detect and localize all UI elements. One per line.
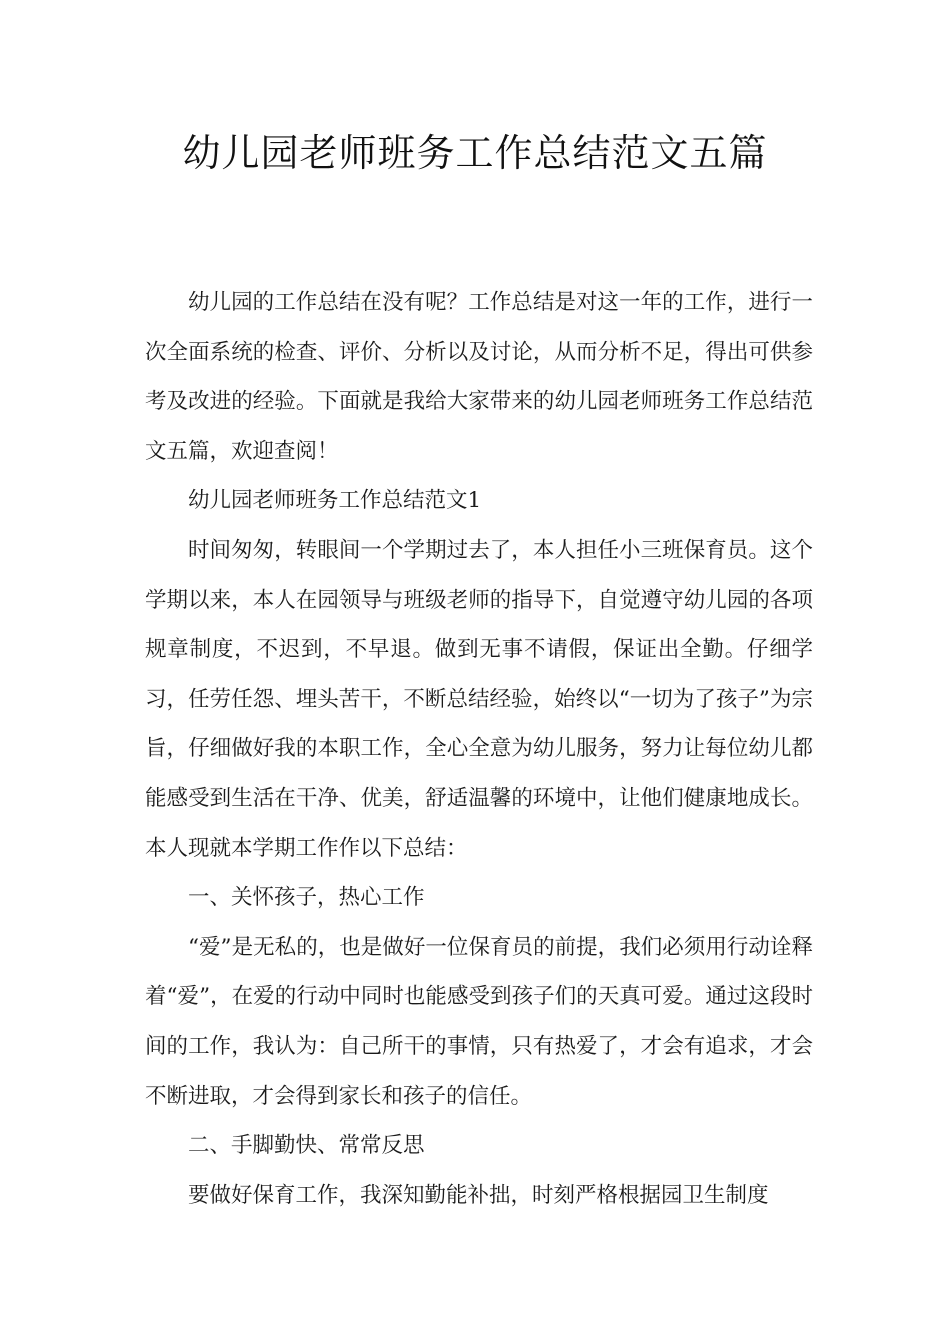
section-heading-sample-1: 幼儿园老师班务工作总结范文1 bbox=[188, 488, 482, 514]
body-paragraph: “爱”是无私的，也是做好一位保育员的前提，我们必须用行动诠释着“爱”，在爱的行动中同时也能感受到孩子们的天真可爱。通过这段时间的工作，我认为：自己所干的事情，只有热爱了，才会有追求，才会不断进取，才会得到家长和孩子的信任。 bbox=[145, 934, 813, 1109]
intro-paragraph: 幼儿园的工作总结在没有呢？工作总结是对这一年的工作，进行一次全面系统的检查、评价、分析以及讨论，从而分析不足，得出可供参考及改进的经验。下面就是我给大家带来的幼儿园老师班务工作总结范文五篇，欢迎查阅！ bbox=[145, 290, 813, 464]
body-paragraph: 要做好保育工作，我深知勤能补拙，时刻严格根据园卫生制度 bbox=[188, 1182, 769, 1208]
subsection-heading-1: 一、关怀孩子，热心工作 bbox=[188, 885, 425, 911]
document-title: 幼儿园老师班务工作总结范文五篇 bbox=[182, 131, 768, 175]
document-body bbox=[145, 278, 813, 1220]
subsection-heading-2: 二、手脚勤快、常常反思 bbox=[188, 1133, 425, 1159]
body-paragraph: 时间匆匆，转眼间一个学期过去了，本人担任小三班保育员。这个学期以来，本人在园领导与班级老师的指导下，自觉遵守幼儿园的各项规章制度，不迟到，不早退。做到无事不请假，保证出全勤。仔细学习，任劳任怨、埋头苦干，不断总结经验，始终以“一切为了孩子”为宗旨，仔细做好我的本职工作，全心全意为幼儿服务，努力让每位幼儿都能感受到生活在干净、优美，舒适温馨的环境中，让他们健康地成长。本人现就本学期工作作以下总结： bbox=[145, 537, 813, 861]
